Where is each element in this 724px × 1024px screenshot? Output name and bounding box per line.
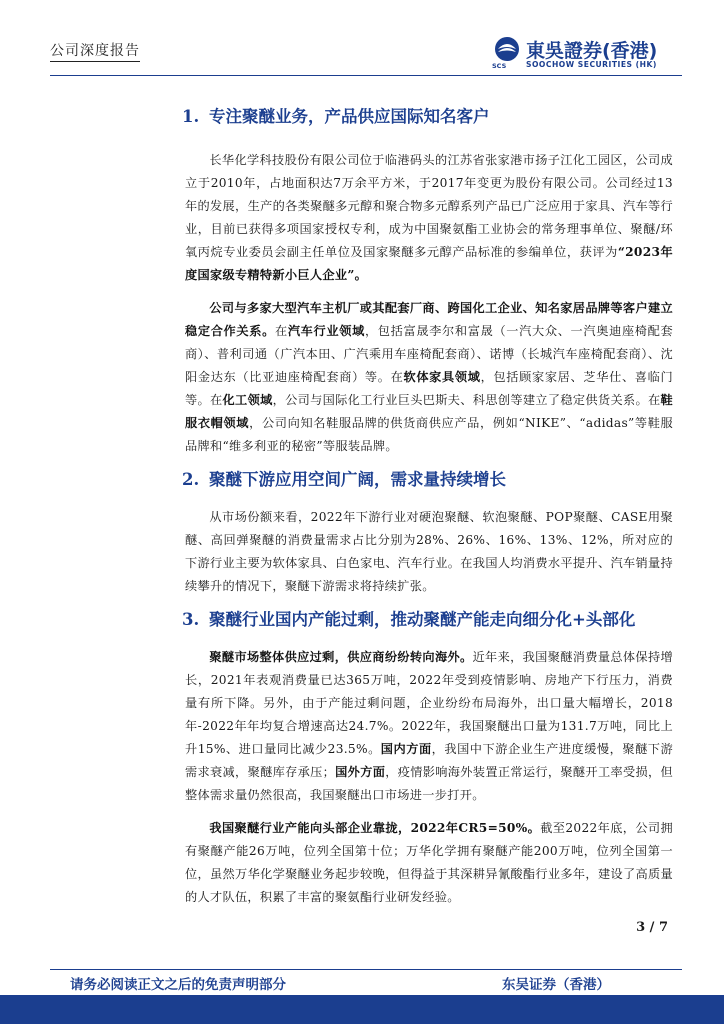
emphasized-phrase: 化工领域 bbox=[222, 393, 273, 407]
paragraph-rich-text bbox=[185, 324, 673, 453]
text-run: ，疫情影响海外装置正常运行，聚醚开工率受损，但整体需求量仍然很高，我国聚醚出口市场进一步打开。 bbox=[185, 765, 673, 802]
footer-disclaimer: 请务必阅读正文之后的免责声明部分 bbox=[70, 977, 286, 993]
text-run: ，我国中下游企业生产进度缓慢，聚醚下游需求衰减，聚醚库存承压； bbox=[185, 742, 673, 779]
emphasized-phrase: 国外方面 bbox=[335, 765, 386, 779]
report-type-label: 公司深度报告 bbox=[50, 40, 140, 62]
paragraph-customers bbox=[185, 297, 673, 458]
text-run: ，包括富晟李尔和富晟（一汽大众、一汽奥迪座椅配套商）、普利司通（广汽本田、广汽乘用车座椅配套商）、诺博（长城汽车座椅配套商）、沈阳金达东（比亚迪座椅配套商）等。在 bbox=[185, 324, 673, 384]
emphasized-phrase: 鞋服衣帽领域 bbox=[185, 393, 673, 430]
paragraph-lead: 聚醚市场整体供应过剩，供应商纷纷转向海外。 bbox=[209, 650, 473, 664]
footer-divider bbox=[50, 969, 682, 970]
emphasized-phrase: 国内方面 bbox=[380, 742, 432, 756]
header-divider bbox=[50, 75, 682, 76]
paragraph-oversupply bbox=[185, 646, 673, 807]
page-number: 3 / 7 bbox=[636, 920, 668, 935]
section-number: 2. bbox=[182, 470, 200, 489]
logo-name: 東吳證券(香港) bbox=[526, 40, 658, 62]
section-title: 专注聚醚业务，产品供应国际知名客户 bbox=[209, 107, 490, 126]
section-title: 聚醚下游应用空间广阔，需求量持续增长 bbox=[209, 470, 506, 489]
emphasized-phrase: 汽车行业领域 bbox=[287, 324, 365, 338]
emphasized-phrase: 软体家具领域 bbox=[403, 370, 481, 384]
section-number: 3. bbox=[182, 610, 200, 629]
logo-mark-text: SCS bbox=[492, 62, 507, 70]
paragraph-text: 长华化学科技股份有限公司位于临港码头的江苏省张家港市扬子江化工园区，公司成立于2010年，占地面积达7万余平方米，于2017年变更为股份有限公司。公司经过13年的发展，生产的各类聚醚多元醇和聚合物多元醇系列产品已广泛应用于家具、汽车等行业，目前已获得多项国家授权专利，成为中国聚氨酯工业协会的常务理事单位、聚醚/环氧丙烷专业委员会副主任单位及国家聚醚多元醇产品标准的参编单位，获评为 bbox=[185, 153, 673, 259]
paragraph-company-intro bbox=[185, 149, 673, 287]
text-run: ，公司与国际化工行业巨头巴斯夫、科思创等建立了稳定供货关系。在 bbox=[272, 393, 661, 407]
logo-subtitle: SOOCHOW SECURITIES (HK) bbox=[526, 60, 657, 69]
footer-bar bbox=[0, 995, 724, 1024]
paragraph-rich-text bbox=[185, 650, 673, 802]
text-run: 在 bbox=[274, 324, 288, 338]
paragraph-lead: 我国聚醚行业产能向头部企业靠拢，2022年CR5=50%。 bbox=[209, 821, 541, 835]
paragraph-market-share: 从市场份额来看，2022年下游行业对硬泡聚醚、软泡聚醚、POP聚醚、CASE用聚醚、高回弹聚醚的消费量需求占比分别为28%、26%、16%、13%、12%，所对应的下游行业主要为软体家具、白色家电、汽车行业。在我国人均消费水平提升、汽车销量持续攀升的情况下，聚醚下游需求将持续扩张。 bbox=[185, 510, 673, 593]
section-number: 1. bbox=[182, 107, 200, 126]
text-run: 截至2022年底，公司拥有聚醚产能26万吨，位列全国第十位；万华化学拥有聚醚产能200万吨，位列全国第一位，虽然万华化学聚醚业务起步较晚，但得益于其深耕异氰酸酯行业多年，建设了高质量的人才队伍，积累了丰富的聚氨酯行业研发经验。 bbox=[185, 821, 673, 904]
paragraph-lead: 公司与多家大型汽车主机厂或其配套厂商、跨国化工企业、知名家居品牌等客户建立稳定合作关系。 bbox=[185, 301, 673, 338]
section-heading-2 bbox=[182, 468, 673, 492]
logo-mark-icon bbox=[492, 36, 522, 62]
paragraph-bold-text: “2023年度国家级专精特新小巨人企业”。 bbox=[185, 245, 674, 282]
section-title: 聚醚行业国内产能过剩，推动聚醚产能走向细分化+头部化 bbox=[209, 610, 636, 629]
section-heading-1 bbox=[182, 105, 673, 129]
text-run: ，包括顾家家居、芝华仕、喜临门等。在 bbox=[185, 370, 673, 407]
report-body bbox=[182, 105, 674, 909]
company-logo bbox=[492, 36, 682, 72]
section-heading-3 bbox=[182, 608, 673, 632]
footer-brand: 东吴证券（香港） bbox=[502, 977, 610, 993]
text-run: ，公司向知名鞋服品牌的供货商供应产品，例如“NIKE”、“adidas”等鞋服品牌和“维多利亚的秘密”等服装品牌。 bbox=[185, 416, 674, 453]
paragraph-concentration bbox=[185, 817, 673, 909]
text-run: 近年来，我国聚醚消费量总体保持增长，2021年表观消费量已达365万吨，2022年受到疫情影响、房地产下行压力，消费量有所下降。另外，由于产能过剩问题，企业纷纷布局海外，出口量大幅增长，2018年-2022年年均复合增速高达24.7%。2022年，我国聚醚出口量为131.7万吨，同比上升15%、进口量同比减少23.5%。 bbox=[185, 650, 673, 756]
